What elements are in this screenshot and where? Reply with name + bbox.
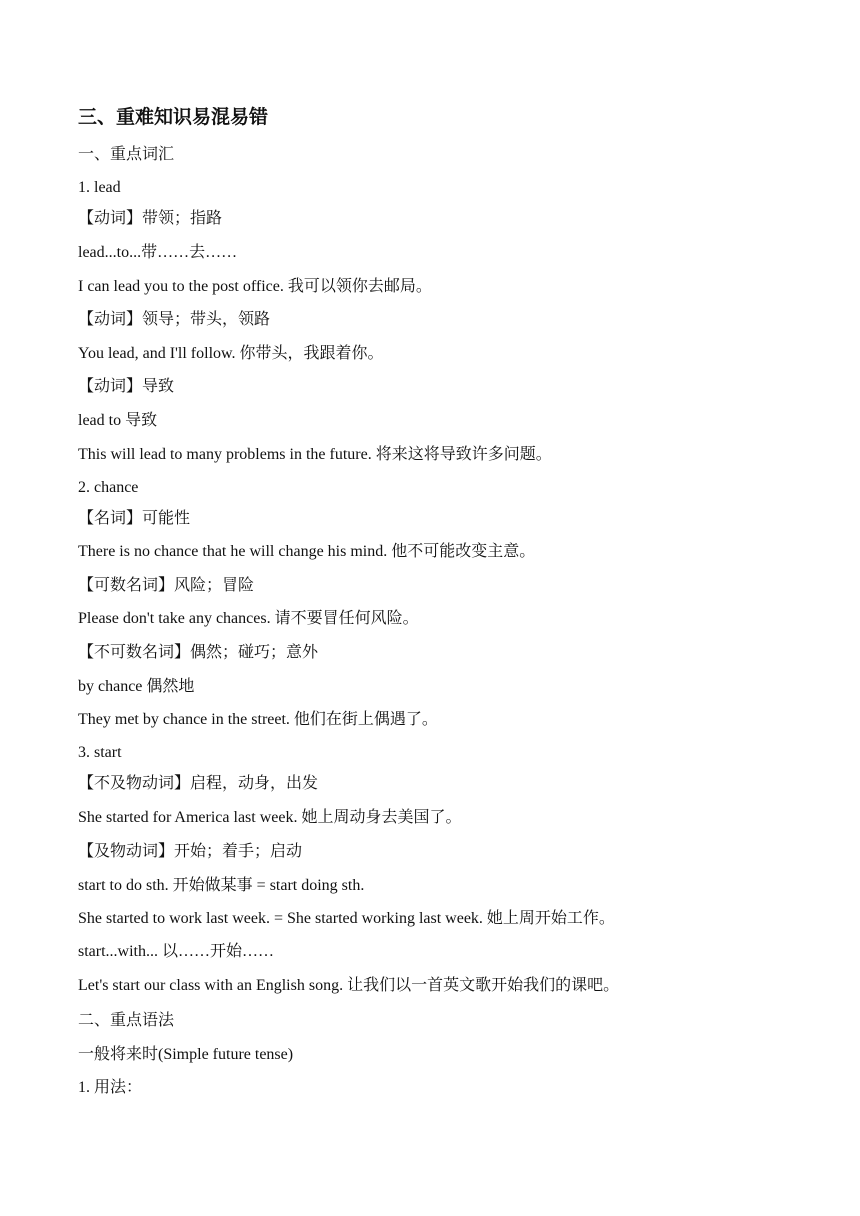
- part-of-speech-label: 【动词】领导；带头，领路: [78, 311, 271, 328]
- vocab-item-title: 3. start: [78, 744, 122, 761]
- example-sentence: I can lead you to the post office. 我可以领你去邮局。: [78, 278, 432, 295]
- part-of-speech-label: 【可数名词】风险；冒险: [78, 577, 255, 594]
- part-of-speech-label: 【不可数名词】偶然；碰巧；意外: [78, 644, 319, 661]
- phrase-line: start to do sth. 开始做某事 = start doing sth.: [78, 877, 365, 894]
- subsection-heading-vocabulary: 一、重点词汇: [78, 146, 175, 163]
- part-of-speech-label: 【不及物动词】启程，动身，出发: [78, 775, 319, 792]
- phrase-line: lead...to...带……去……: [78, 244, 238, 261]
- example-sentence: They met by chance in the street. 他们在街上偶遇了。: [78, 711, 438, 728]
- example-sentence: She started for America last week. 她上周动身去美国了。: [78, 809, 462, 826]
- grammar-usage-heading: 1. 用法：: [78, 1079, 143, 1096]
- section-heading: 三、重难知识易混易错: [78, 107, 269, 128]
- phrase-line: by chance 偶然地: [78, 678, 195, 695]
- example-sentence: She started to work last week. = She started working last week. 她上周开始工作。: [78, 910, 615, 927]
- example-sentence: You lead, and I'll follow. 你带头，我跟着你。: [78, 345, 384, 362]
- subsection-heading-grammar: 二、重点语法: [78, 1012, 175, 1029]
- phrase-line: lead to 导致: [78, 412, 158, 429]
- part-of-speech-label: 【名词】可能性: [78, 510, 191, 527]
- vocab-item-title: 2. chance: [78, 479, 139, 496]
- part-of-speech-label: 【动词】导致: [78, 378, 175, 395]
- part-of-speech-label: 【动词】带领；指路: [78, 210, 223, 227]
- example-sentence: Please don't take any chances. 请不要冒任何风险。: [78, 610, 419, 627]
- example-sentence: There is no chance that he will change his mind. 他不可能改变主意。: [78, 543, 536, 560]
- example-sentence: Let's start our class with an English song. 让我们以一首英文歌开始我们的课吧。: [78, 977, 620, 994]
- example-sentence: This will lead to many problems in the future. 将来这将导致许多问题。: [78, 446, 552, 463]
- part-of-speech-label: 【及物动词】开始；着手；启动: [78, 843, 303, 860]
- vocab-item-title: 1. lead: [78, 179, 121, 196]
- grammar-topic: 一般将来时(Simple future tense): [78, 1046, 294, 1063]
- phrase-line: start...with... 以……开始……: [78, 943, 274, 960]
